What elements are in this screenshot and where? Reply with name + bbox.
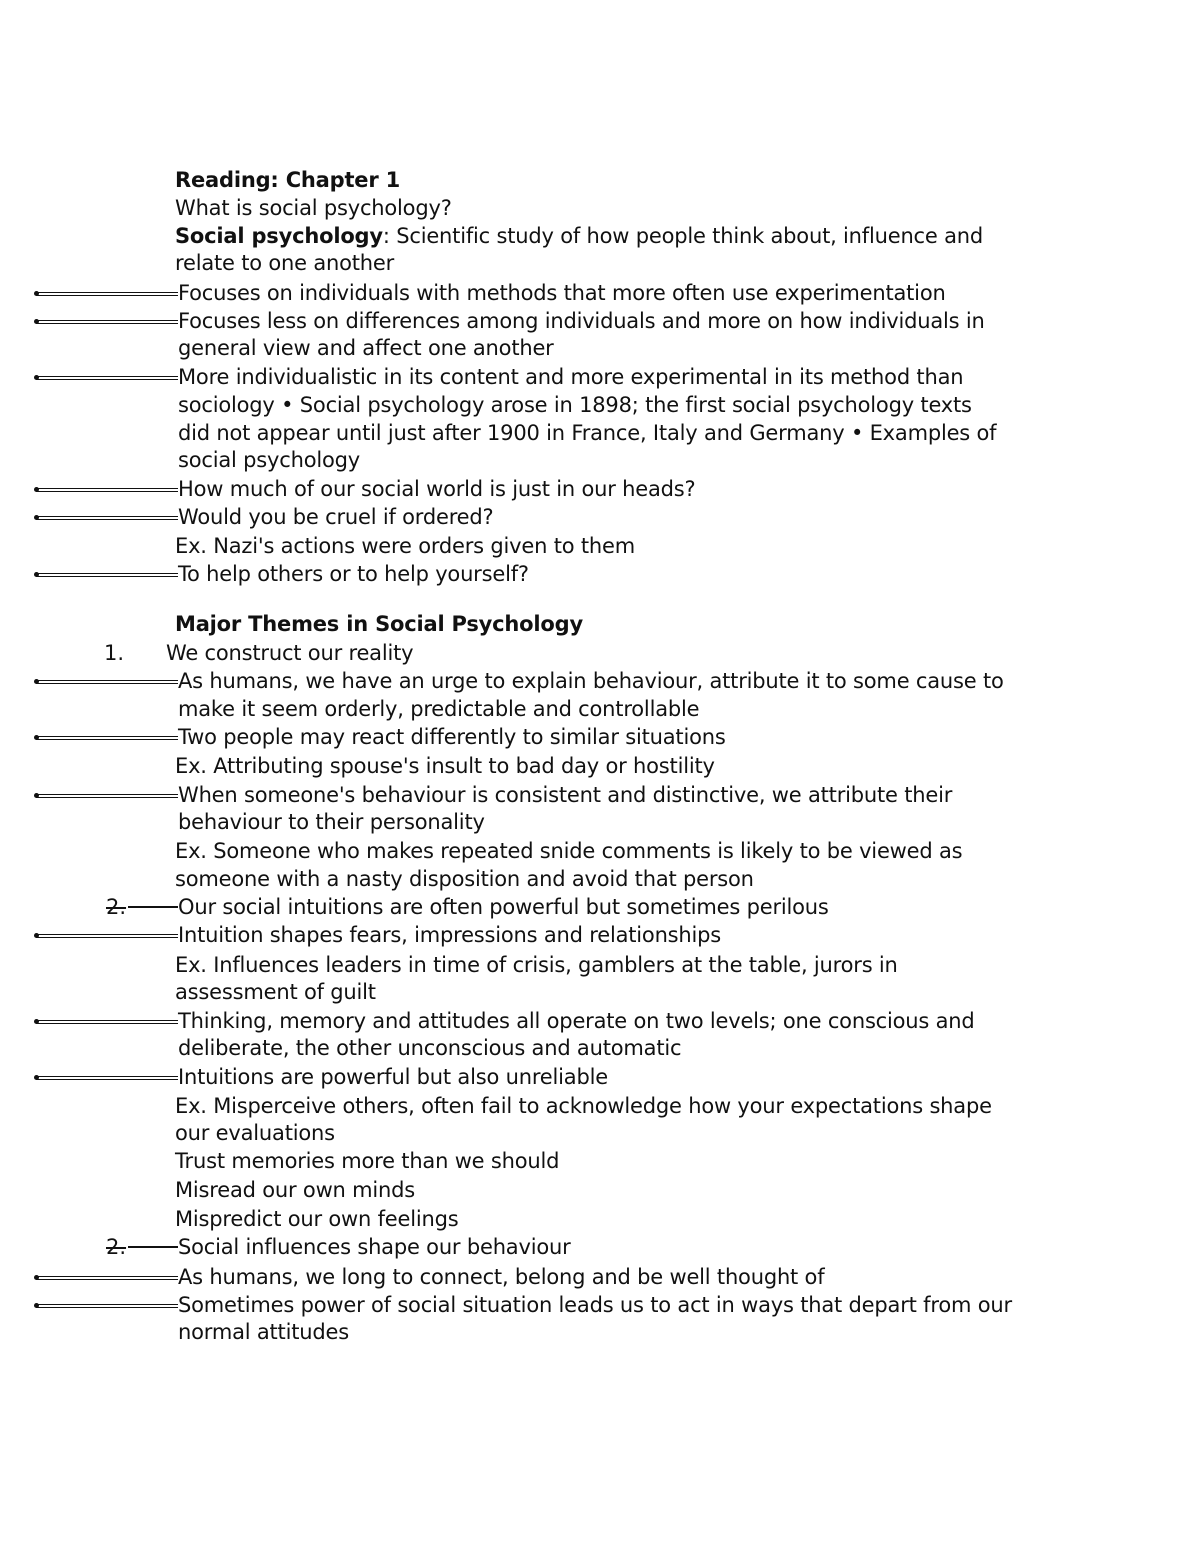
list-item: Intuitions are powerful but also unreliable xyxy=(178,1065,608,1089)
bullet-marker xyxy=(34,1274,178,1280)
example-line: Ex. Nazi's actions were orders given to them xyxy=(175,534,635,558)
list-item-continued: behaviour to their personality xyxy=(178,810,485,834)
definition-continued: relate to one another xyxy=(175,251,395,275)
definition-text: : Scientific study of how people think about, influence and xyxy=(382,224,984,248)
bullet-marker xyxy=(34,678,178,684)
list-item: As humans, we long to connect, belong and be well thought of xyxy=(178,1265,825,1289)
list-item: Would you be cruel if ordered? xyxy=(178,505,494,529)
bullet-marker xyxy=(34,571,178,577)
example-line: Ex. Someone who makes repeated snide comments is likely to be viewed as xyxy=(175,839,963,863)
list-item: How much of our social world is just in our heads? xyxy=(178,477,696,501)
themes-heading: Major Themes in Social Psychology xyxy=(175,612,583,636)
example-line-continued: someone with a nasty disposition and avoid that person xyxy=(175,867,754,891)
theme-number: 1. xyxy=(104,641,125,665)
theme-number: 2. xyxy=(106,895,127,919)
definition-line xyxy=(175,223,983,249)
list-item-continued: sociology • Social psychology arose in 1898; the first social psychology texts xyxy=(178,393,972,417)
example-line-continued: assessment of guilt xyxy=(175,980,376,1004)
bullet-marker xyxy=(34,514,178,520)
list-item: To help others or to help yourself? xyxy=(178,562,529,586)
list-item-continued: did not appear until just after 1900 in France, Italy and Germany • Examples of xyxy=(178,421,997,445)
example-line: Ex. Misperceive others, often fail to acknowledge how your expectations shape xyxy=(175,1094,992,1118)
definition-term: Social psychology xyxy=(175,224,383,248)
list-item: When someone's behaviour is consistent and distinctive, we attribute their xyxy=(178,783,953,807)
list-item-continued: social psychology xyxy=(178,448,360,472)
theme-number: 2. xyxy=(106,1235,127,1259)
bullet-marker xyxy=(34,374,178,380)
example-line-continued: our evaluations xyxy=(175,1121,335,1145)
list-item: Thinking, memory and attitudes all operate on two levels; one conscious and xyxy=(178,1009,975,1033)
bullet-marker xyxy=(34,792,178,798)
example-line: Ex. Attributing spouse's insult to bad day or hostility xyxy=(175,754,715,778)
question-line: What is social psychology? xyxy=(175,196,452,220)
theme-title: We construct our reality xyxy=(166,641,414,665)
list-item-continued: normal attitudes xyxy=(178,1320,349,1344)
theme-title: Our social intuitions are often powerful but sometimes perilous xyxy=(178,895,829,919)
theme-leader-line xyxy=(128,1246,178,1248)
list-item-continued: make it seem orderly, predictable and controllable xyxy=(178,697,700,721)
sub-line: Trust memories more than we should xyxy=(175,1149,560,1173)
bullet-marker xyxy=(34,290,178,296)
list-item: Focuses on individuals with methods that more often use experimentation xyxy=(178,281,946,305)
bullet-marker xyxy=(34,318,178,324)
example-line: Ex. Influences leaders in time of crisis, gamblers at the table, jurors in xyxy=(175,953,898,977)
bullet-marker xyxy=(34,1018,178,1024)
list-item: As humans, we have an urge to explain behaviour, attribute it to some cause to xyxy=(178,669,1004,693)
list-item: Focuses less on differences among individuals and more on how individuals in xyxy=(178,309,985,333)
theme-title: Social influences shape our behaviour xyxy=(178,1235,571,1259)
theme-leader-line xyxy=(128,906,178,908)
bullet-marker xyxy=(34,486,178,492)
sub-line: Mispredict our own feelings xyxy=(175,1207,459,1231)
bullet-marker xyxy=(34,1302,178,1308)
list-item: Sometimes power of social situation leads us to act in ways that depart from our xyxy=(178,1293,1012,1317)
bullet-marker xyxy=(34,734,178,740)
list-item: Two people may react differently to similar situations xyxy=(178,725,726,749)
chapter-heading: Reading: Chapter 1 xyxy=(175,168,401,192)
list-item-continued: general view and affect one another xyxy=(178,336,554,360)
list-item-continued: deliberate, the other unconscious and automatic xyxy=(178,1036,682,1060)
bullet-marker xyxy=(34,1074,178,1080)
list-item: More individualistic in its content and more experimental in its method than xyxy=(178,365,964,389)
sub-line: Misread our own minds xyxy=(175,1178,416,1202)
list-item: Intuition shapes fears, impressions and relationships xyxy=(178,923,722,947)
bullet-marker xyxy=(34,932,178,938)
